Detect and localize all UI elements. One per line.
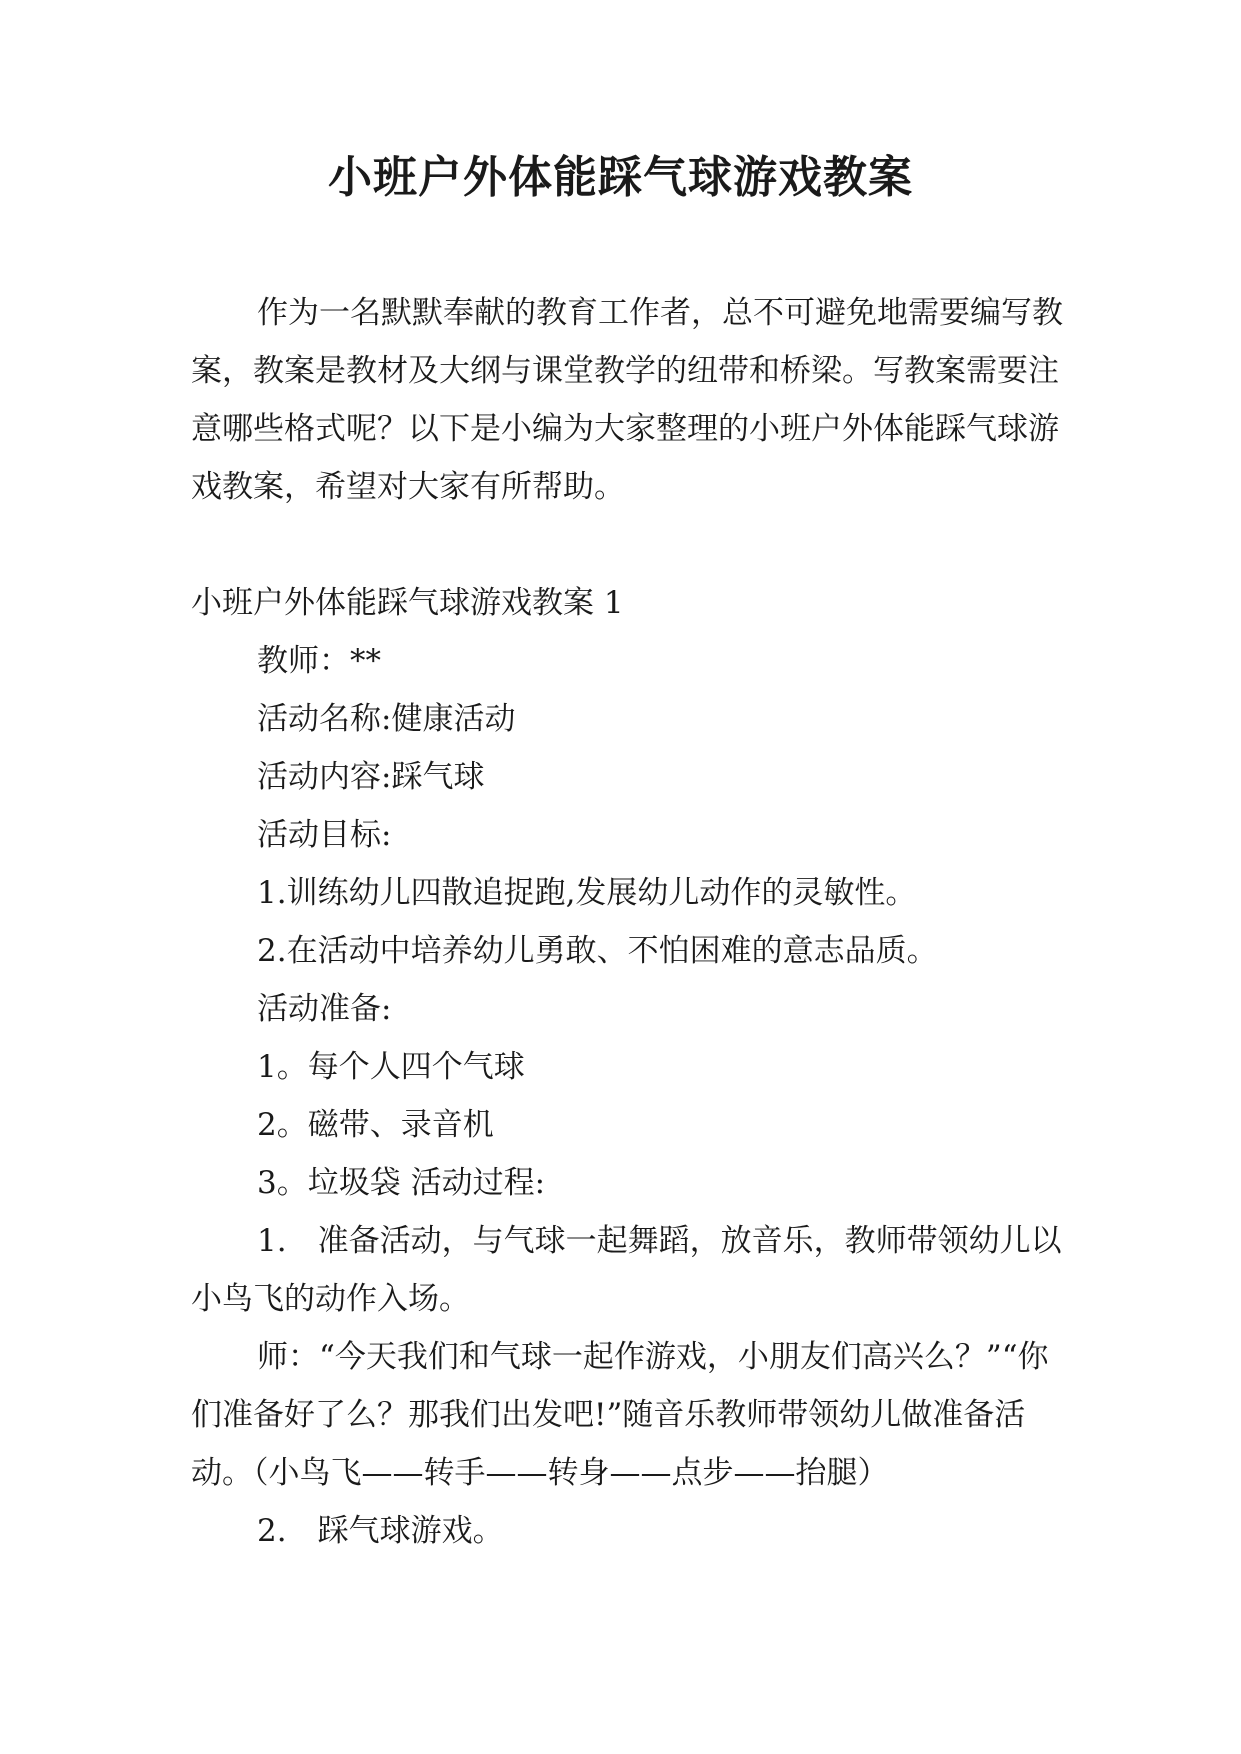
paragraph-activity-content: 活动内容:踩气球 [257,759,485,795]
intro-paragraph: 作为一名默默奉献的教育工作者，总不可避免地需要编写教案，教案是教材及大纲与课堂教学的纽带和桥梁。写教案需要注意哪些格式呢？以下是小编为大家整理的小班户外体能踩气球游戏教案，希望对大家有所帮助。 [191,295,1063,505]
paragraph-goals-heading: 活动目标: [257,817,392,853]
paragraph-goal-1: 1.训练幼儿四散追捉跑,发展幼儿动作的灵敏性。 [257,875,917,911]
paragraph-prep-2: 2。磁带、录音机 [257,1107,494,1143]
document-title: 小班户外体能踩气球游戏教案 [328,152,913,203]
paragraph-teacher: 教师：** [257,643,381,679]
paragraph-prep-1: 1。每个人四个气球 [257,1049,525,1085]
paragraph-goal-2: 2.在活动中培养幼儿勇敢、不怕困难的意志品质。 [257,933,938,969]
document-body [191,284,1071,1560]
paragraph-prep-heading: 活动准备: [257,991,392,1027]
paragraph-teacher-dialogue: 师：“今天我们和气球一起作游戏，小朋友们高兴么？”“你们准备好了么？那我们出发吧!”随音乐教师带领幼儿做准备活动。（小鸟飞——转手——转身——点步——抬腿） [191,1339,1049,1491]
section-title: 小班户外体能踩气球游戏教案 1 [191,585,624,621]
paragraph-prep-3: 3。垃圾袋 活动过程: [257,1165,546,1201]
paragraph-step-2: 2. 踩气球游戏。 [257,1513,504,1549]
paragraph-activity-name: 活动名称:健康活动 [257,701,516,737]
paragraph-step-1: 1. 准备活动，与气球一起舞蹈，放音乐，教师带领幼儿以小鸟飞的动作入场。 [191,1223,1062,1317]
